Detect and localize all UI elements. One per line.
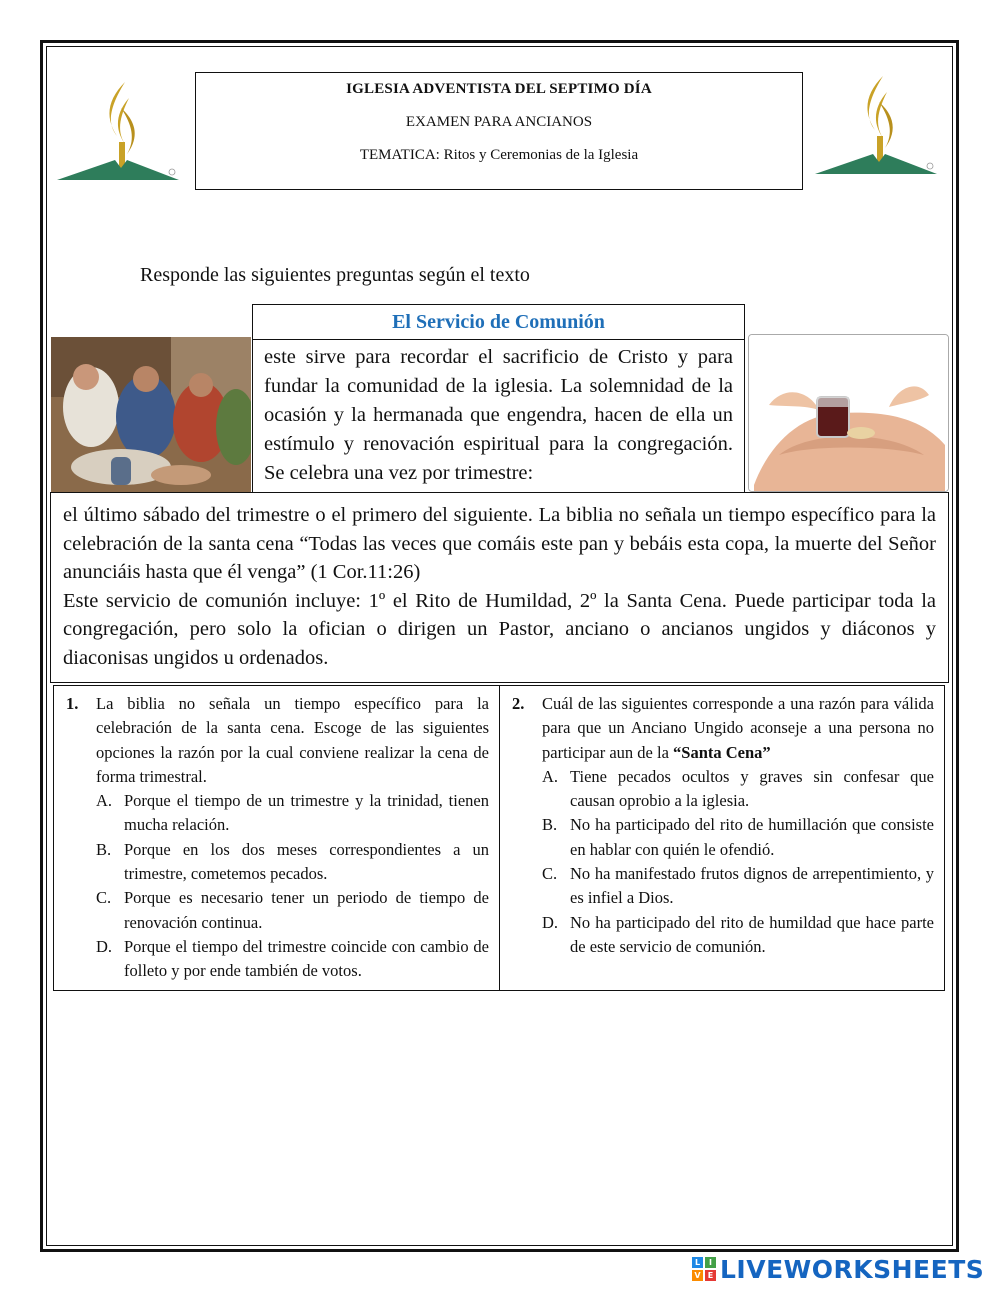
question-2	[499, 686, 944, 990]
church-logo-left	[55, 78, 181, 188]
reading-title: El Servicio de Comunión	[252, 304, 745, 340]
instruction-text: Responde las siguientes preguntas según el texto	[140, 264, 530, 286]
option-a[interactable]	[542, 765, 934, 814]
option-b[interactable]	[96, 838, 489, 887]
logo-block: V	[692, 1270, 703, 1281]
question-stem	[542, 692, 934, 765]
exam-title: EXAMEN PARA ANCIANOS	[405, 114, 593, 130]
option-letter: C.	[542, 864, 558, 884]
option-d[interactable]	[96, 935, 489, 984]
question-number: 2.	[512, 694, 525, 713]
question-stem-emphasis: “Santa Cena”	[673, 742, 771, 762]
foot-washing-image	[51, 337, 251, 492]
option-letter: B.	[96, 839, 112, 859]
reading-paragraph-2: Este servicio de comunión incluye: 1º el Rito de Humildad, 2º la Santa Cena. Puede participar toda la congregación, pero solo la ofician o dirigen un Pastor, anciano o ancianos ungidos y diáconos y diaconisas ungidos u ordenados.	[63, 589, 936, 669]
logo-block: L	[692, 1257, 703, 1268]
option-a[interactable]	[96, 789, 489, 838]
option-text: No ha manifestado frutos dignos de arrepentimiento, y es infiel a Dios.	[570, 864, 934, 908]
liveworksheets-logo-icon	[692, 1257, 716, 1281]
logo-block: I	[705, 1257, 716, 1268]
option-b[interactable]	[542, 813, 934, 862]
option-text: Porque es necesario tener un periodo de tiempo de renovación continua.	[124, 888, 489, 932]
reading-intro: este sirve para recordar el sacrificio de Cristo y para fundar la comunidad de la iglesia. La solemnidad de la ocasión y la hermanada que engendra, hacen de ella un estímulo y renovación espiritual para la congregación. Se celebra una vez por trimestre:	[252, 339, 745, 493]
church-name: IGLESIA ADVENTISTA DEL SEPTIMO DÍA	[346, 81, 652, 97]
church-logo-right	[813, 72, 939, 182]
option-text: Tiene pecados ocultos y graves sin confesar que causan oprobio a la iglesia.	[570, 766, 934, 811]
option-letter: A.	[542, 766, 559, 786]
communion-hands-image	[748, 334, 949, 492]
question-1	[54, 686, 499, 990]
option-d[interactable]	[542, 911, 934, 960]
reading-body	[50, 492, 949, 683]
option-letter: C.	[96, 888, 112, 908]
option-text: No ha participado del rito de humildad que hace parte de este servicio de comunión.	[570, 912, 934, 956]
exam-header	[195, 72, 803, 190]
question-stem: La biblia no señala un tiempo específico para la celebración de la santa cena. Escoge de las siguientes opciones la razón por la cual conviene realizar la cena de forma trimestral.	[96, 694, 489, 786]
exam-topic: TEMATICA: Ritos y Ceremonias de la Iglesia	[359, 147, 639, 163]
question-number: 1.	[66, 694, 79, 713]
option-c[interactable]	[542, 862, 934, 911]
reading-paragraph-1: el último sábado del trimestre o el primero del siguiente. La biblia no señala un tiempo específico para la celebración de la santa cena “Todas las veces que comáis este pan y bebáis esta copa, la muerte del Señor anunciáis hasta que él venga” (1 Cor.11:26)	[63, 504, 936, 583]
option-text: Porque el tiempo de un trimestre y la trinidad, tienen mucha relación.	[124, 791, 489, 835]
option-letter: B.	[542, 815, 558, 835]
option-letter: D.	[96, 936, 113, 956]
option-letter: D.	[542, 912, 559, 932]
option-text: No ha participado del rito de humillación que consiste en hablar con quién le ofendió.	[570, 815, 934, 859]
logo-block: E	[705, 1270, 716, 1281]
option-text: Porque el tiempo del trimestre coincide con cambio de folleto y por ende también de votos.	[124, 936, 489, 981]
question-stem-text: Cuál de las siguientes corresponde a una razón para válida para que un Anciano Ungido aconseje a una persona no participar aun de la	[542, 694, 934, 762]
liveworksheets-text: LIVEWORKSHEETS	[720, 1254, 985, 1284]
option-letter: A.	[96, 791, 113, 811]
option-c[interactable]	[96, 886, 489, 935]
liveworksheets-watermark	[692, 1254, 984, 1284]
option-text: Porque en los dos meses correspondientes a un trimestre, cometemos pecados.	[124, 839, 489, 884]
questions-table	[53, 685, 945, 991]
